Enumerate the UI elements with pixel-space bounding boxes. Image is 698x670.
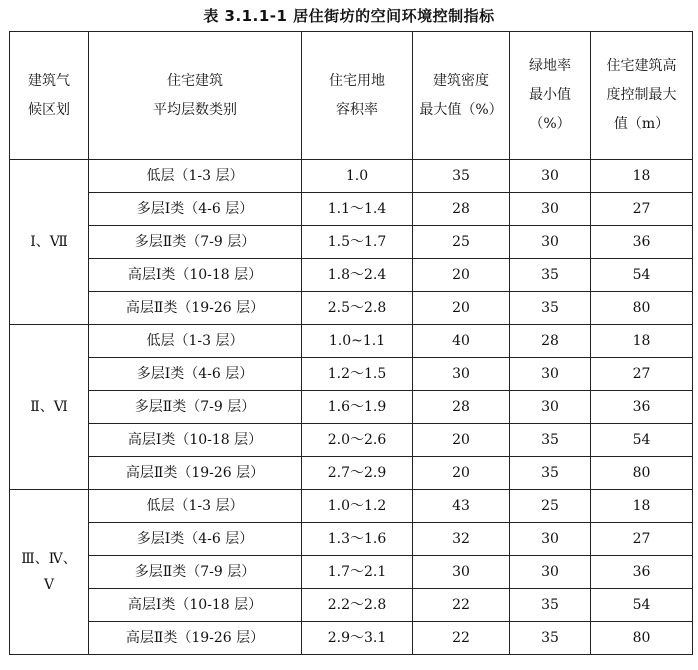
green-cell: 25	[510, 490, 591, 523]
green-cell: 35	[510, 292, 591, 325]
green-cell: 30	[510, 358, 591, 391]
density-cell: 20	[413, 457, 510, 490]
height-cell: 27	[591, 193, 693, 226]
header-building-density	[413, 32, 510, 160]
height-cell: 80	[591, 292, 693, 325]
header-building-type-line: 平均层数类别	[153, 101, 237, 118]
far-cell: 1.3～1.6	[302, 523, 413, 556]
density-cell: 30	[413, 556, 510, 589]
height-cell: 27	[591, 358, 693, 391]
table-row	[10, 424, 693, 457]
building-type-cell: 高层Ⅱ类（19-26 层）	[89, 292, 302, 325]
height-cell: 18	[591, 160, 693, 193]
control-indicators-table	[9, 31, 693, 655]
green-cell: 30	[510, 391, 591, 424]
header-building-type-line: 住宅建筑	[167, 72, 223, 89]
header-green-ratio	[510, 32, 591, 160]
density-cell: 28	[413, 193, 510, 226]
green-cell: 30	[510, 193, 591, 226]
climate-zone-cell	[10, 325, 89, 490]
density-cell: 20	[413, 424, 510, 457]
building-type-cell: 高层Ⅱ类（19-26 层）	[89, 457, 302, 490]
green-cell: 35	[510, 424, 591, 457]
far-cell: 1.5～1.7	[302, 226, 413, 259]
header-height-line: 住宅建筑高	[606, 58, 677, 74]
density-cell: 30	[413, 358, 510, 391]
building-type-cell: 高层Ⅰ类（10-18 层）	[89, 259, 302, 292]
header-green-line: 最小值	[529, 87, 571, 103]
far-cell: 1.1～1.4	[302, 193, 413, 226]
climate-zone-label: Ⅰ、Ⅶ	[30, 234, 68, 250]
green-cell: 35	[510, 259, 591, 292]
green-cell: 35	[510, 622, 591, 655]
building-type-cell: 多层Ⅱ类（7-9 层）	[89, 391, 302, 424]
density-cell: 25	[413, 226, 510, 259]
building-type-cell: 低层（1-3 层）	[89, 490, 302, 523]
far-cell: 1.6～1.9	[302, 391, 413, 424]
height-cell: 80	[591, 457, 693, 490]
height-cell: 54	[591, 424, 693, 457]
table-row	[10, 457, 693, 490]
density-cell: 43	[413, 490, 510, 523]
height-cell: 36	[591, 556, 693, 589]
green-cell: 35	[510, 589, 591, 622]
density-cell: 35	[413, 160, 510, 193]
building-type-cell: 多层Ⅰ类（4-6 层）	[89, 358, 302, 391]
table-row	[10, 226, 693, 259]
height-cell: 54	[591, 259, 693, 292]
green-cell: 30	[510, 226, 591, 259]
building-type-cell: 高层Ⅱ类（19-26 层）	[89, 622, 302, 655]
building-type-cell: 低层（1-3 层）	[89, 160, 302, 193]
table-row	[10, 589, 693, 622]
density-cell: 22	[413, 589, 510, 622]
far-cell: 1.2～1.5	[302, 358, 413, 391]
header-density-line: 最大值（%）	[419, 101, 503, 118]
climate-zone-label: Ⅱ、Ⅵ	[30, 399, 68, 415]
table-row	[10, 622, 693, 655]
header-climate-zone	[10, 32, 89, 160]
table-row	[10, 193, 693, 226]
climate-zone-cell	[10, 490, 89, 655]
green-cell: 35	[510, 457, 591, 490]
building-type-cell: 多层Ⅰ类（4-6 层）	[89, 193, 302, 226]
table-row	[10, 358, 693, 391]
table-row	[10, 160, 693, 193]
table-row	[10, 556, 693, 589]
green-cell: 30	[510, 556, 591, 589]
building-type-cell: 多层Ⅰ类（4-6 层）	[89, 523, 302, 556]
density-cell: 20	[413, 292, 510, 325]
table-row	[10, 292, 693, 325]
climate-zone-cell	[10, 160, 89, 325]
height-cell: 27	[591, 523, 693, 556]
climate-zone-label: Ⅲ、Ⅳ、	[21, 551, 77, 567]
density-cell: 28	[413, 391, 510, 424]
green-cell: 30	[510, 523, 591, 556]
far-cell: 1.0~1.1	[302, 325, 413, 358]
climate-zone-label: Ⅴ	[43, 577, 55, 593]
building-type-cell: 高层Ⅰ类（10-18 层）	[89, 589, 302, 622]
table-row	[10, 523, 693, 556]
table-row	[10, 391, 693, 424]
far-cell: 2.0～2.6	[302, 424, 413, 457]
height-cell: 80	[591, 622, 693, 655]
building-type-cell: 高层Ⅰ类（10-18 层）	[89, 424, 302, 457]
header-height-line: 值（m）	[613, 116, 670, 132]
table-row	[10, 325, 693, 358]
far-cell: 2.7～2.9	[302, 457, 413, 490]
far-cell: 2.2～2.8	[302, 589, 413, 622]
table-title: 表 3.1.1-1 居住街坊的空间环境控制指标	[203, 7, 495, 25]
density-cell: 40	[413, 325, 510, 358]
header-height-line: 度控制最大	[606, 87, 677, 103]
height-cell: 36	[591, 391, 693, 424]
far-cell: 1.0～1.2	[302, 490, 413, 523]
height-cell: 18	[591, 325, 693, 358]
building-type-cell: 低层（1-3 层）	[89, 325, 302, 358]
header-climate-zone-line: 建筑气	[28, 72, 70, 89]
header-building-type	[89, 32, 302, 160]
header-floor-area-ratio	[302, 32, 413, 160]
far-cell: 1.7～2.1	[302, 556, 413, 589]
far-cell: 1.8～2.4	[302, 259, 413, 292]
height-cell: 54	[591, 589, 693, 622]
density-cell: 20	[413, 259, 510, 292]
building-type-cell: 多层Ⅱ类（7-9 层）	[89, 556, 302, 589]
building-type-cell: 多层Ⅱ类（7-9 层）	[89, 226, 302, 259]
header-green-line: （%）	[529, 116, 571, 132]
header-climate-zone-line: 候区划	[28, 101, 70, 118]
height-cell: 18	[591, 490, 693, 523]
height-cell: 36	[591, 226, 693, 259]
density-cell: 22	[413, 622, 510, 655]
green-cell: 30	[510, 160, 591, 193]
far-cell: 1.0	[302, 160, 413, 193]
table-row	[10, 259, 693, 292]
density-cell: 32	[413, 523, 510, 556]
header-density-line: 建筑密度	[433, 72, 489, 89]
header-far-line: 住宅用地	[329, 72, 385, 89]
green-cell: 28	[510, 325, 591, 358]
header-far-line: 容积率	[336, 101, 378, 118]
header-height-limit	[591, 32, 693, 160]
far-cell: 2.9～3.1	[302, 622, 413, 655]
table-row	[10, 490, 693, 523]
header-green-line: 绿地率	[529, 58, 571, 74]
header-row	[10, 32, 693, 160]
far-cell: 2.5～2.8	[302, 292, 413, 325]
